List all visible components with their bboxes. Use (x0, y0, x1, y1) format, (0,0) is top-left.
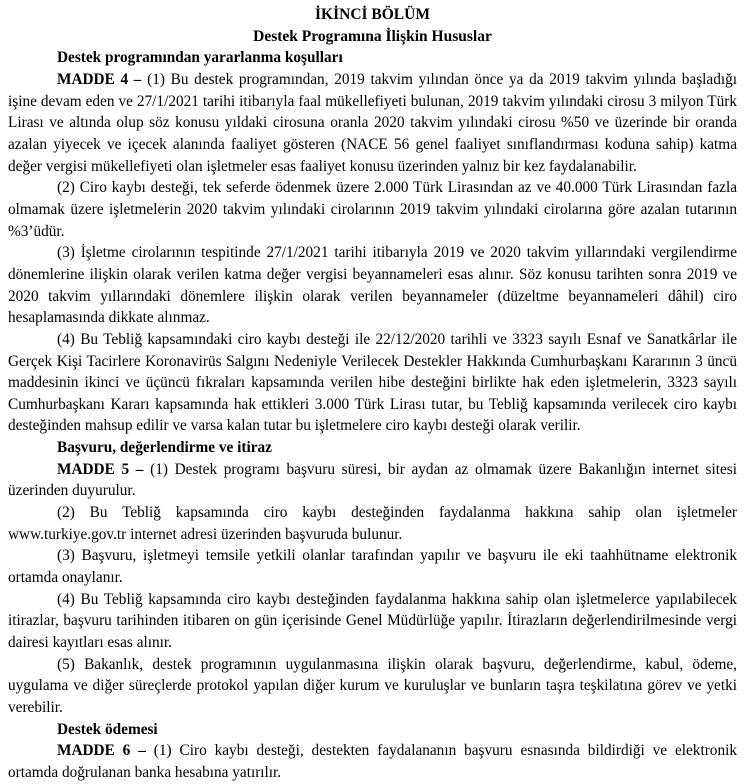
chapter-subtitle: Destek Programına İlişkin Hususlar (253, 27, 492, 45)
document-body (8, 47, 737, 783)
paragraph: MADDE 5 – (1) Destek programı başvuru süresi, bir aydan az olmamak üzere Bakanlığın internet sitesi üzerinden duyurulur. (8, 460, 737, 500)
chapter-title: İKİNCİ BÖLÜM (315, 6, 430, 23)
paragraph: MADDE 4 – (1) Bu destek programından, 2019 takvim yılından önce ya da 2019 takvim yılında başladığı işine devam eden ve 27/1/2021 tarihi itibarıyla faal mükellefiyeti bulunan, 2019 takvim yılındaki cirosu 3 milyon Türk Lirası ve altında olup söz konusu yıldaki cirosuna oranla 2020 takvim yılındaki cirosu %50 ve üzerinde bir oranda azalan yiyecek ve içecek alanında faaliyet gösteren (NACE 56 genel faaliyet sınıflandırması koduna sahip) katma değer vergisi mükellefiyeti olan işletmeler esas faaliyet konusu üzerinden yalnız bir kez faydalanabilir. (8, 70, 737, 175)
paragraph: (4) Bu Tebliğ kapsamında ciro kaybı desteğinden faydalanma hakkına sahip olan işletmelerce yapılabilecek itirazlar, başvuru tarihinden itibaren on gün içerisinde Genel Müdürlüğe yapılır. İtirazların değerlendirilmesinde vergi dairesi kayıtları esas alınır. (8, 590, 737, 652)
section-heading: Destek programından yararlanma koşulları (57, 49, 343, 67)
paragraph: (2) Bu Tebliğ kapsamında ciro kaybı desteğinden faydalanma hakkına sahip olan işletmeler www.turkiye.gov.tr internet adresi üzerinden başvuruda bulunur. (8, 504, 737, 543)
paragraph: (5) Bakanlık, destek programının uygulanmasına ilişkin olarak başvuru, değerlendirme, kabul, ödeme, uygulama ve diğer süreçlerde protokol yapılan diğer kurum ve kuruluşlar ve bunların taşra teşkilatına görev ve yetki verebilir. (8, 655, 737, 716)
paragraph: (4) Bu Tebliğ kapsamındaki ciro kaybı desteği ile 22/12/2020 tarihli ve 3323 sayılı Esnaf ve Sanatkârlar ile Gerçek Kişi Tacirlere Koronavirüs Salgını Nedeniyle Verilecek Destekler Hakkında Cumhurbaşkanı Kararının 3 üncü maddesinin ikinci ve üçüncü fıkraları kapsamında verilen hibe desteğini birlikte hak eden işletmelerin, 3323 sayılı Cumhurbaşkanı Kararı kapsamında hak ettikleri 3.000 Türk Lirası tutar, bu Tebliğ kapsamında verilecek ciro kaybı desteğinden mahsup edilir ve varsa kalan tutar bu işletmelere ciro kaybı desteği olarak verilir. (8, 330, 737, 435)
paragraph: (3) İşletme cirolarının tespitinde 27/1/2021 tarihi itibarıyla 2019 ve 2020 takvim yıllarındaki vergilendirme dönemlerine ilişkin olarak verilen katma değer vergisi beyannameleri esas alınır. Söz konusu tarihten sonra 2019 ve 2020 takvim yıllarındaki dönemlere ilişkin olarak verilen beyannameler (düzeltme beyannameleri dâhil) ciro hesaplamasında dikkate alınmaz. (8, 244, 737, 327)
madde-label: MADDE 5 – (57, 460, 144, 478)
paragraph: MADDE 6 – (1) Ciro kaybı desteği, destekten faydalananın başvuru esnasında bildirdiği ve elektronik ortamda doğrulanan banka hesabına yatırılır. (8, 742, 737, 781)
paragraph: (3) Başvuru, işletmeyi temsile yetkili olanlar tarafından yapılır ve başvuru ile eki taahhütname elektronik ortamda onaylanır. (8, 547, 737, 587)
paragraph: (2) Ciro kaybı desteği, tek seferde ödenmek üzere 2.000 Türk Lirasından az ve 40.000 Türk Lirasından fazla olmamak üzere işletmelerin 2020 takvim yılındaki cirolarının 2019 takvim yılındaki cirolarına göre azalan tutarının %3’üdür. (8, 179, 737, 240)
section-heading: Destek ödemesi (57, 720, 158, 738)
madde-label: MADDE 6 – (57, 742, 146, 760)
madde-label: MADDE 4 – (57, 70, 142, 88)
section-heading: Başvuru, değerlendirme ve itiraz (57, 439, 272, 457)
